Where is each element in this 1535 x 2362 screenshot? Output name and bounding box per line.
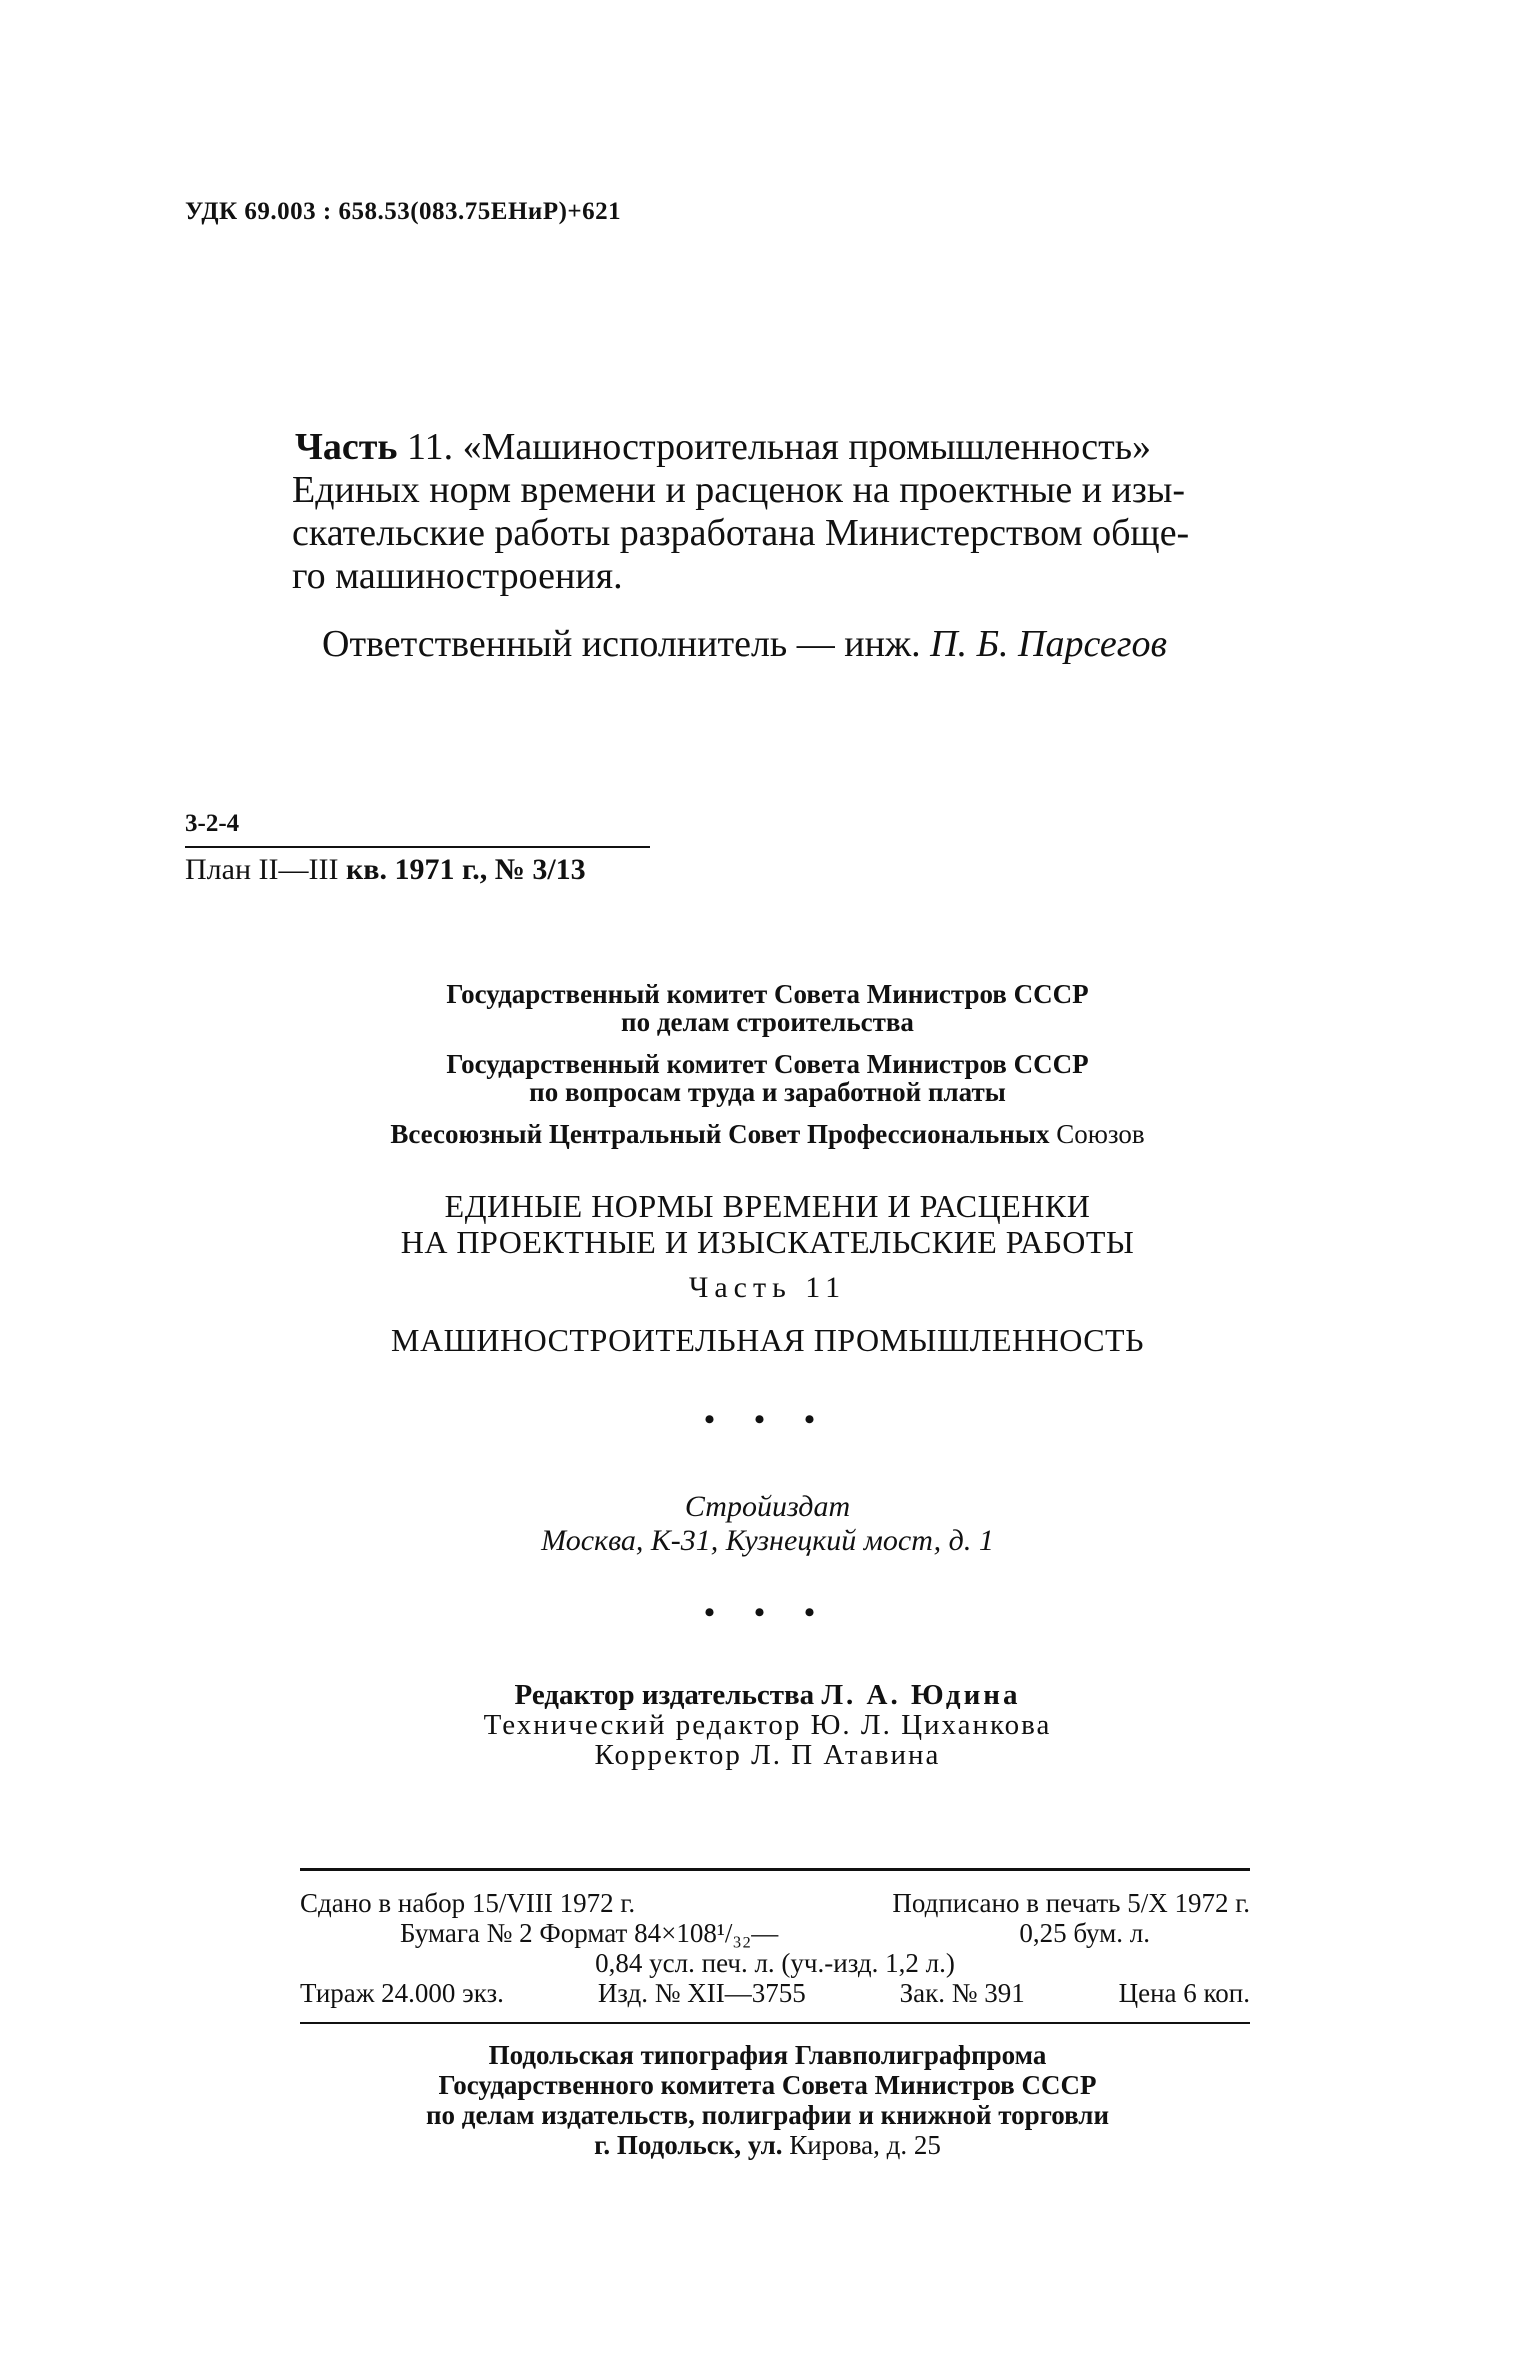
intro-paragraph [292, 426, 1255, 598]
imprint-rule-top [300, 1868, 1250, 1871]
title-line-1: ЕДИНЫЕ НОРМЫ ВРЕМЕНИ И РАСЦЕНКИ [444, 1188, 1091, 1224]
imprint-order: Зак. № 391 [899, 1978, 1025, 2008]
udk-code: УДК 69.003 : 658.53(083.75ЕНиР)+621 [185, 198, 622, 225]
plan-code: 3-2-4 [185, 810, 240, 837]
editor-name: Л. А. Юдина [821, 1679, 1021, 1711]
intro-line-3: скательские работы разработана Министерством обще- [292, 512, 1190, 554]
corrector-line: Корректор Л. П Атавина [594, 1739, 941, 1771]
imprint-signed: Подписано в печать 5/X 1972 г. [892, 1888, 1250, 1918]
imprint-paper: Бумага № 2 Формат 84×108¹/₃₂— [400, 1918, 779, 1948]
editor-label: Редактор издательства [514, 1679, 815, 1711]
printer-line-4 [0, 2130, 1535, 2160]
plan-prefix: План II—III [185, 853, 339, 886]
publisher-name: Стройиздат [684, 1490, 851, 1523]
printer-block [0, 2040, 1535, 2160]
credits-block [0, 1680, 1535, 1770]
printer-line-3: по делам издательств, полиграфии и книжной торговли [425, 2100, 1110, 2130]
org-3-bold: Всесоюзный Центральный Совет Профессиональных [390, 1119, 1050, 1149]
org-1-line-2: по делам строительства [621, 1007, 914, 1037]
responsible-line [322, 622, 1167, 666]
title-block [0, 1188, 1535, 1358]
imprint-row-3: 0,84 усл. печ. л. (уч.-изд. 1,2 л.) [595, 1948, 955, 1978]
printer-line-2: Государственного комитета Совета Министров СССР [438, 2070, 1097, 2100]
printer-line-1: Подольская типография Главполиграфпрома [488, 2040, 1047, 2070]
plan-line [185, 853, 586, 887]
editor-line [0, 1680, 1535, 1710]
imprint-row-4 [300, 1978, 1250, 2008]
org-2-line-2: по вопросам труда и заработной платы [529, 1077, 1006, 1107]
printer-address: Кирова, д. 25 [789, 2130, 941, 2160]
org-3-line [0, 1120, 1535, 1148]
title-line-2: НА ПРОЕКТНЫЕ И ИЗЫСКАТЕЛЬСКИЕ РАБОТЫ [400, 1224, 1135, 1260]
imprint-print-run: Тираж 24.000 экз. [300, 1978, 504, 2008]
intro-lead: Часть [295, 426, 398, 468]
org-2-line-1: Государственный комитет Совета Министров СССР [446, 1049, 1089, 1079]
separator-dots-2: • • • [704, 1596, 831, 1629]
imprint-rule-bottom [300, 2022, 1250, 2024]
title-part: Часть 11 [688, 1271, 847, 1304]
intro-line-4: го машиностроения. [292, 555, 623, 597]
title-subtitle: МАШИНОСТРОИТЕЛЬНАЯ ПРОМЫШЛЕННОСТЬ [391, 1322, 1144, 1358]
publisher-block [0, 1490, 1535, 1558]
org-1-line-1: Государственный комитет Совета Министров СССР [446, 979, 1089, 1009]
imprint-price: Цена 6 коп. [1118, 1978, 1250, 2008]
intro-line-1-rest: 11. «Машиностроительная промышленность» [407, 426, 1152, 468]
intro-line-2: Единых норм времени и расценок на проектные и изы- [292, 469, 1186, 511]
imprint-block [300, 1888, 1250, 2008]
imprint-edition: Изд. № XII—3755 [597, 1978, 806, 2008]
responsible-name: П. Б. Парсегов [930, 623, 1168, 665]
org-3-thin: Союзов [1056, 1119, 1145, 1149]
separator-dots-1: • • • [704, 1403, 831, 1436]
imprint-row-1 [300, 1888, 1250, 1918]
imprint-sheets: 0,25 бум. л. [1019, 1918, 1150, 1948]
printer-city: г. Подольск, ул. [594, 2130, 783, 2160]
plan-rest: кв. 1971 г., № 3/13 [345, 853, 586, 886]
responsible-label: Ответственный исполнитель — инж. [322, 623, 921, 665]
plan-divider [185, 846, 650, 848]
org-block [0, 980, 1535, 1148]
imprint-row-2 [300, 1918, 1250, 1948]
intro-line-1 [295, 426, 1255, 469]
imprint-typeset: Сдано в набор 15/VIII 1972 г. [300, 1888, 636, 1918]
tech-editor-line: Технический редактор Ю. Л. Циханкова [483, 1709, 1052, 1741]
publisher-address: Москва, К-31, Кузнецкий мост, д. 1 [541, 1524, 994, 1557]
